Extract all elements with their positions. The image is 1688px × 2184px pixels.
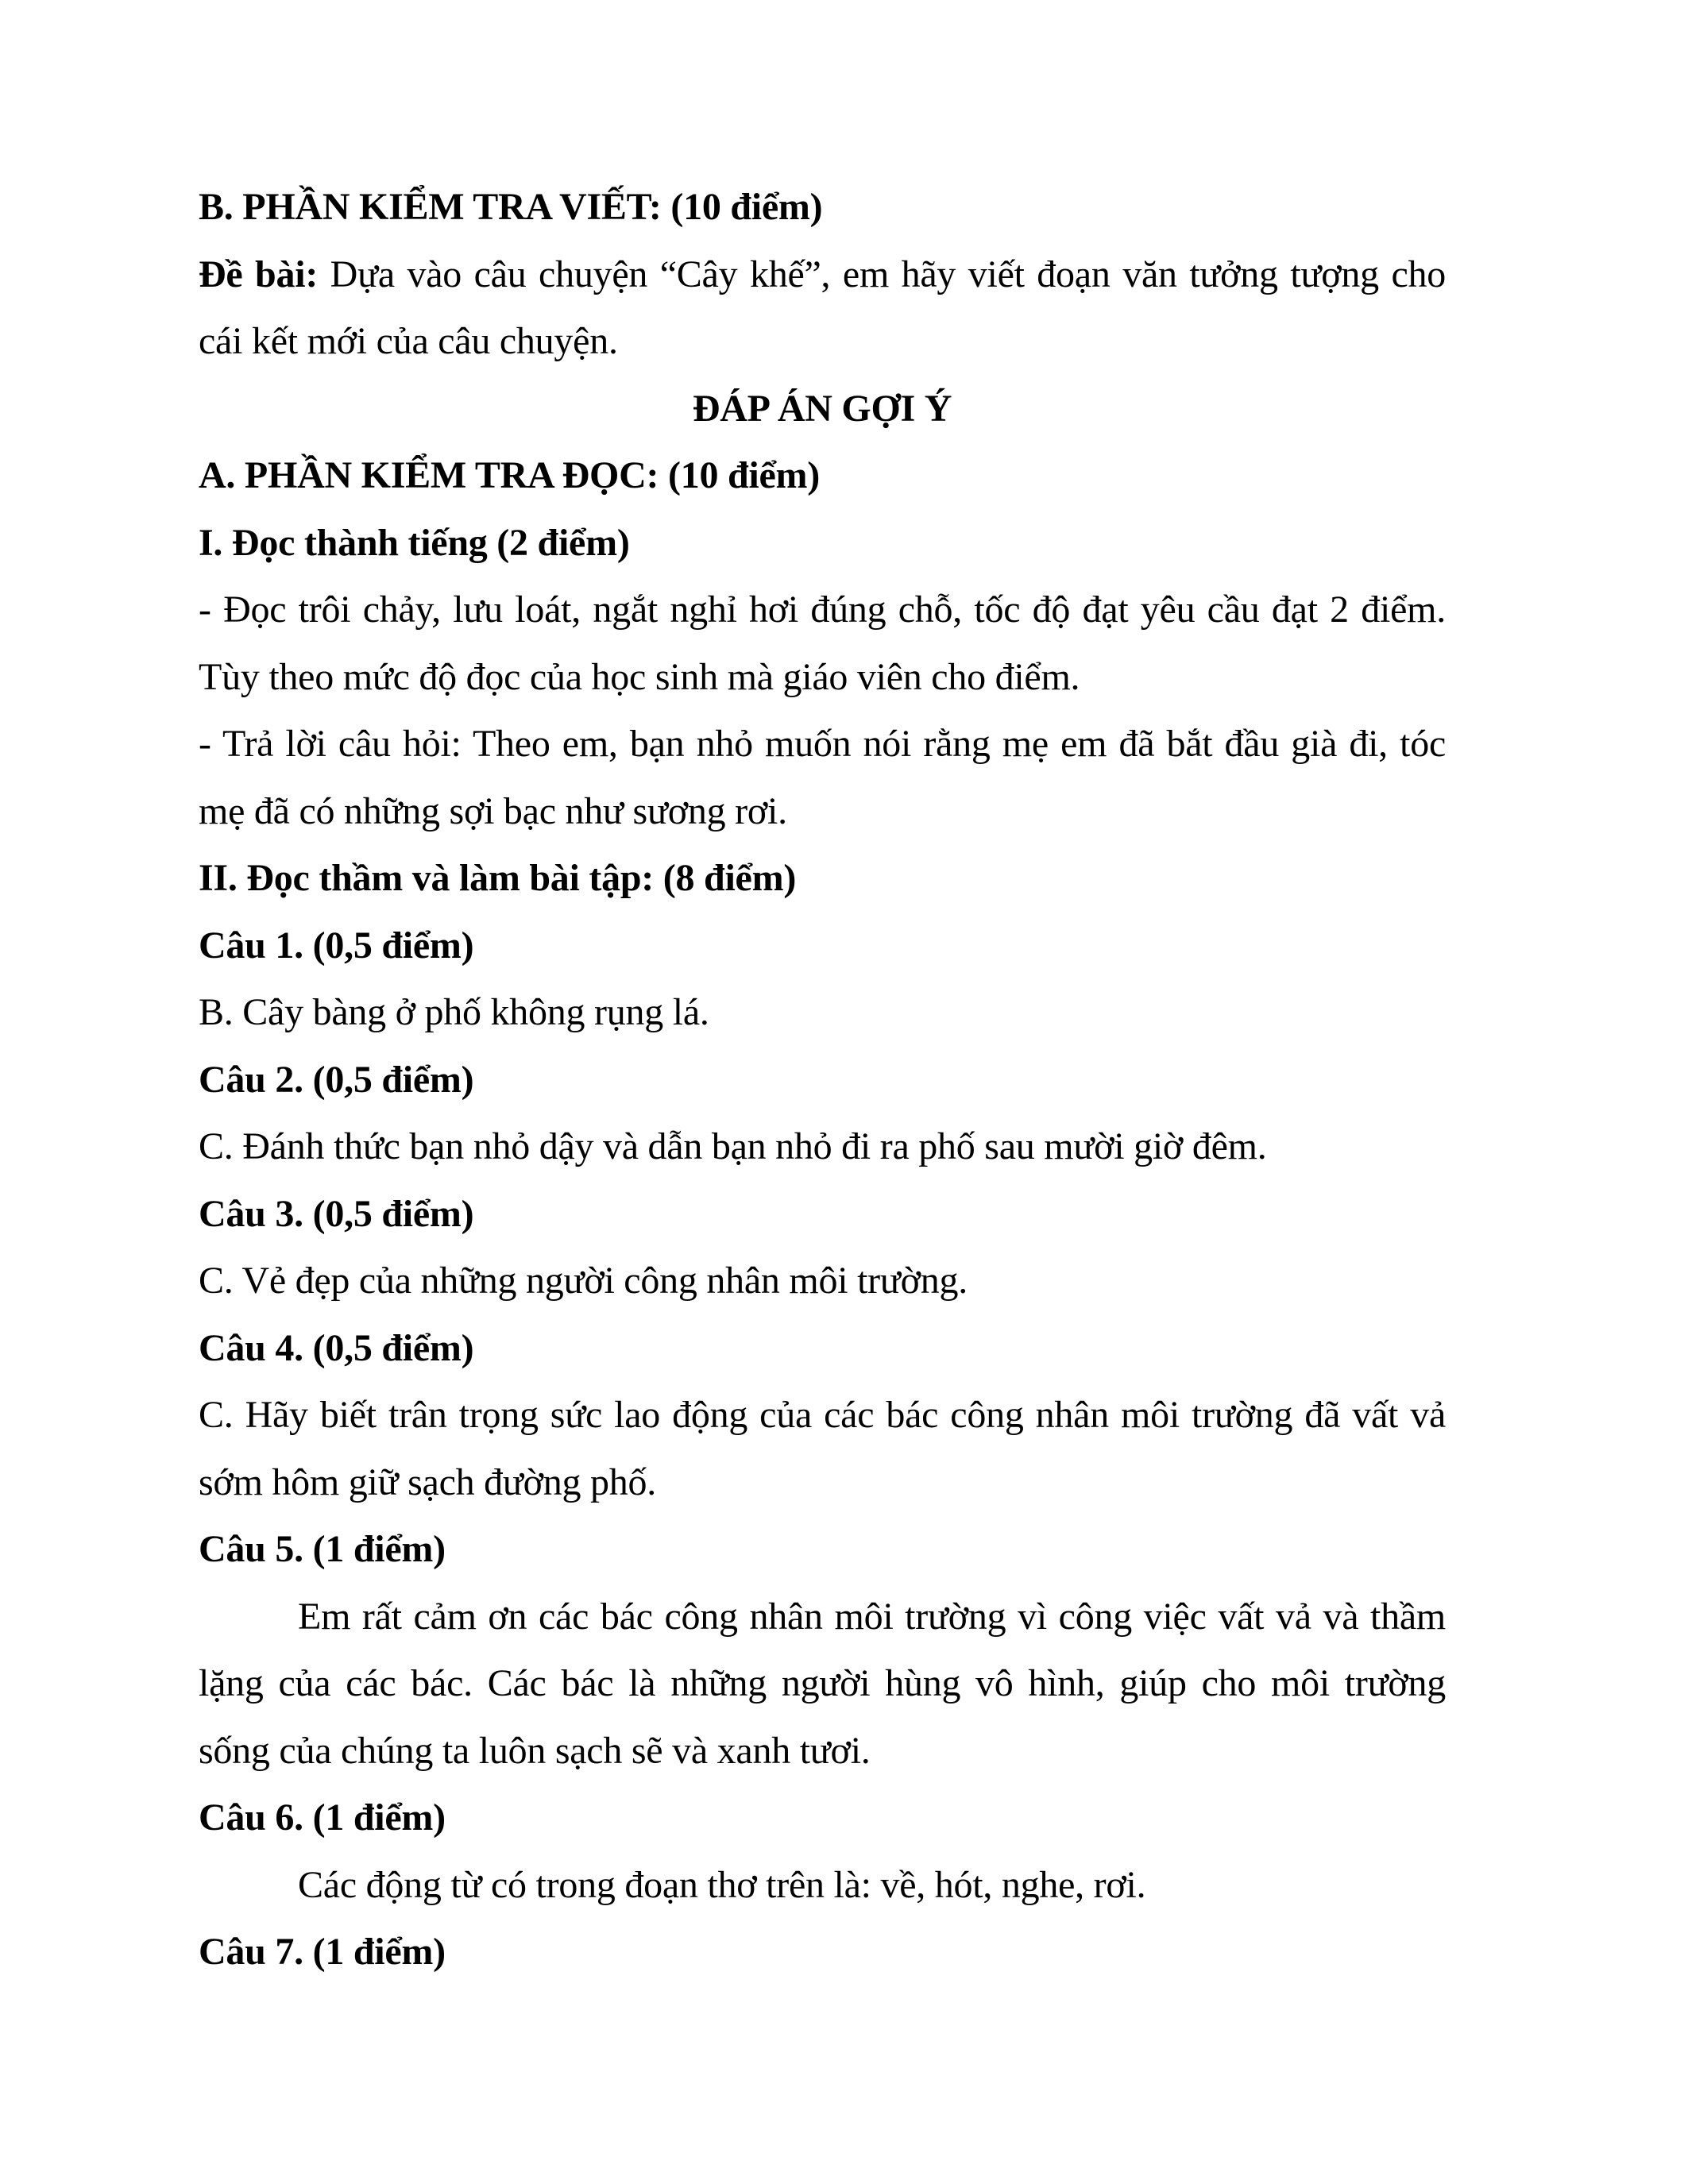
bold-text-run: Câu 4. (0,5 điểm) [199, 1326, 474, 1369]
text-line [199, 241, 1446, 309]
bold-text-run: Câu 5. (1 điểm) [199, 1528, 446, 1570]
text-line [199, 845, 1446, 913]
text-run: mẹ đã có những sợi bạc như sương rơi. [199, 789, 787, 832]
text-line [199, 1113, 1446, 1181]
text-line [199, 644, 1446, 712]
text-line [199, 1919, 1446, 1986]
text-line [199, 510, 1446, 577]
text-run: - Đọc trôi chảy, lưu loát, ngắt nghỉ hơi đúng chỗ, tốc độ đạt yêu cầu đạt 2 điểm. [199, 588, 1446, 631]
text-run: Các động từ có trong đoạn thơ trên là: về, hót, nghe, rơi. [298, 1863, 1146, 1906]
text-line [199, 308, 1446, 376]
text-run: C. Đánh thức bạn nhỏ dậy và dẫn bạn nhỏ đi ra phố sau mười giờ đêm. [199, 1125, 1267, 1167]
text-run: lặng của các bác. Các bác là những người hùng vô hình, giúp cho môi trường [199, 1662, 1446, 1704]
bold-text-run: B. PHẦN KIỂM TRA VIẾT: (10 điểm) [199, 186, 823, 228]
bold-text-run: Câu 3. (0,5 điểm) [199, 1192, 474, 1235]
text-line [199, 1718, 1446, 1785]
text-run: Em rất cảm ơn các bác công nhân môi trường vì công việc vất vả và thầm [298, 1595, 1446, 1638]
text-run: cái kết mới của câu chuyện. [199, 320, 618, 362]
text-line [199, 1047, 1446, 1114]
text-run: sống của chúng ta luôn sạch sẽ và xanh tươi. [199, 1729, 871, 1772]
text-run: B. Cây bàng ở phố không rụng lá. [199, 991, 709, 1033]
bold-text-run: Đề bài: [199, 253, 319, 295]
text-line [199, 1449, 1446, 1517]
text-line [199, 913, 1446, 980]
text-line [199, 1516, 1446, 1584]
text-line [199, 577, 1446, 644]
bold-text-run: A. PHẦN KIỂM TRA ĐỌC: (10 điểm) [199, 454, 820, 496]
text-line [199, 1650, 1446, 1718]
text-line [199, 1584, 1446, 1651]
text-line [199, 1315, 1446, 1383]
text-run: sớm hôm giữ sạch đường phố. [199, 1461, 657, 1503]
text-run: - Trả lời câu hỏi: Theo em, bạn nhỏ muốn nói rằng mẹ em đã bắt đầu già đi, tóc [199, 723, 1446, 765]
text-line [199, 376, 1446, 443]
bold-text-run: Câu 2. (0,5 điểm) [199, 1058, 474, 1101]
text-run: C. Hãy biết trân trọng sức lao động của các bác công nhân môi trường đã vất vả [199, 1394, 1446, 1436]
text-run: C. Vẻ đẹp của những người công nhân môi trường. [199, 1260, 968, 1302]
bold-text-run: ĐÁP ÁN GỢI Ý [692, 387, 952, 430]
text-line [199, 979, 1446, 1047]
text-line [199, 1248, 1446, 1315]
text-line [199, 1382, 1446, 1449]
bold-text-run: Câu 6. (1 điểm) [199, 1796, 446, 1839]
text-line [199, 778, 1446, 846]
text-line [199, 711, 1446, 778]
text-line [199, 442, 1446, 510]
text-line [199, 1785, 1446, 1852]
bold-text-run: Câu 1. (0,5 điểm) [199, 924, 474, 967]
text-line [199, 1181, 1446, 1248]
text-line [199, 174, 1446, 241]
text-line [199, 1852, 1446, 1920]
bold-text-run: II. Đọc thầm và làm bài tập: (8 điểm) [199, 857, 797, 899]
text-run: Dựa vào câu chuyện “Cây khế”, em hãy viết đoạn văn tưởng tượng cho [318, 253, 1447, 295]
bold-text-run: I. Đọc thành tiếng (2 điểm) [199, 521, 630, 564]
text-run: Tùy theo mức độ đọc của học sinh mà giáo viên cho điểm. [199, 655, 1080, 698]
bold-text-run: Câu 7. (1 điểm) [199, 1931, 446, 1973]
